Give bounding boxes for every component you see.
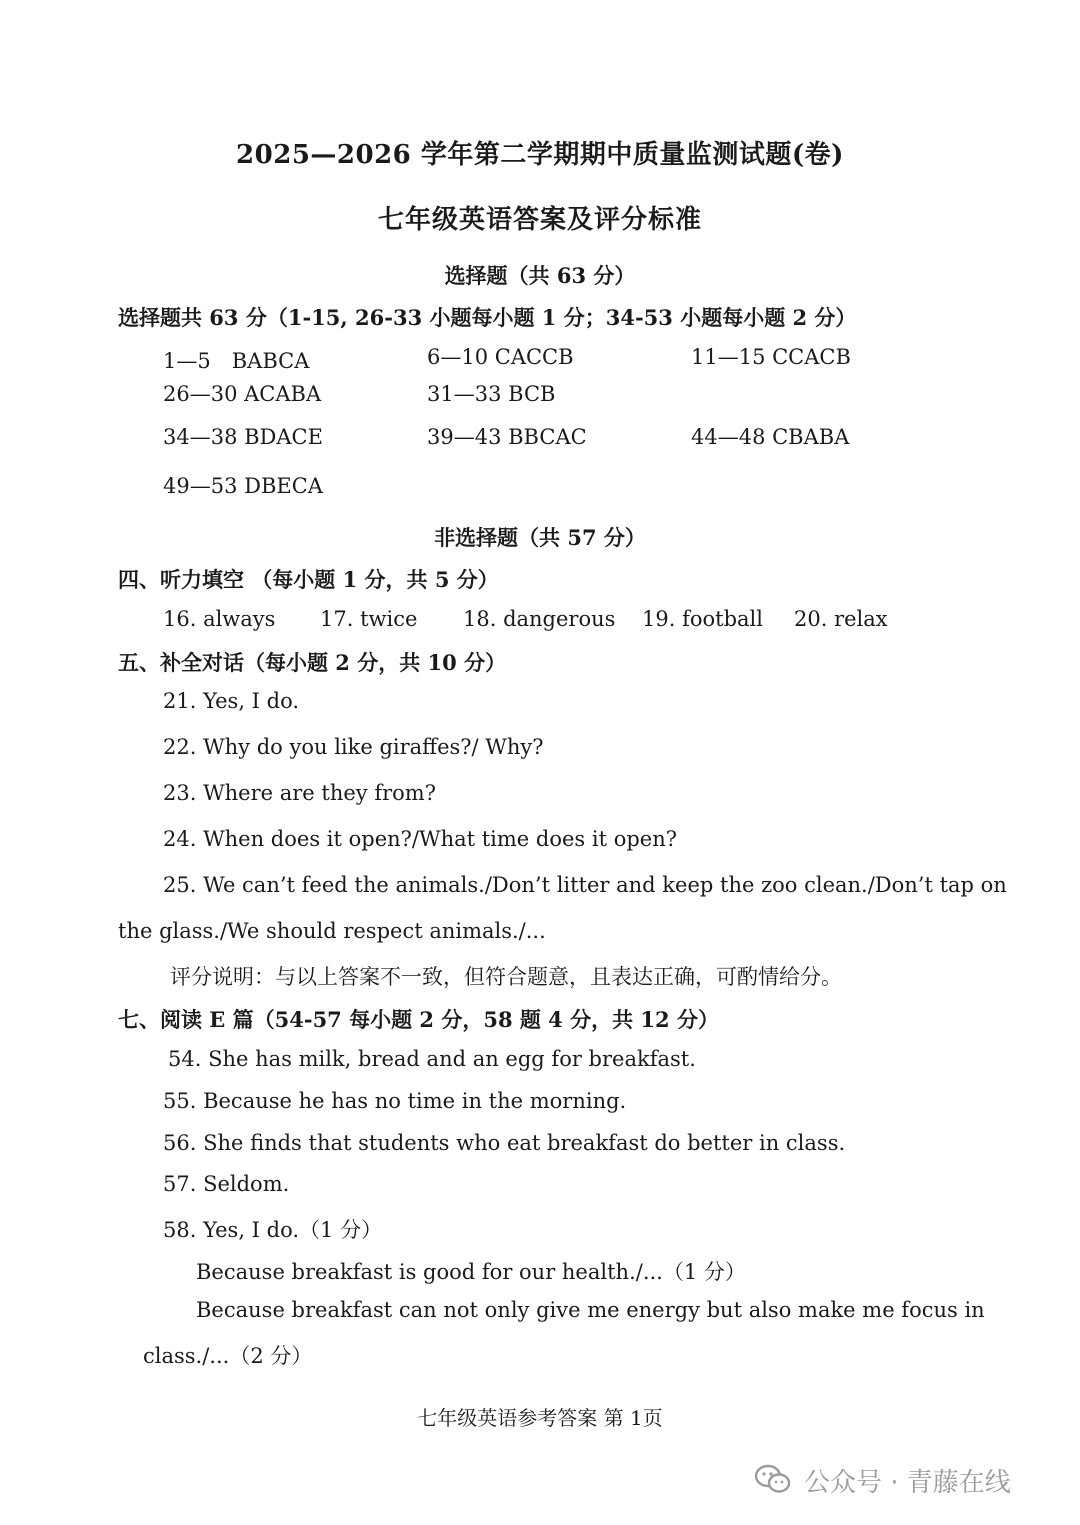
choice-section-heading: 选择题（共 63 分）: [444, 263, 636, 288]
page-footer: 七年级英语参考答案 第 1页: [417, 1406, 663, 1430]
listening-answer: 18. dangerous: [463, 607, 616, 631]
exam-title: 2025—2026 学年第二学期期中质量监测试题(卷): [236, 140, 844, 170]
reading-answer-continued: class./...（2 分）: [143, 1344, 313, 1368]
watermark-text: 公众号 · 青藤在线: [804, 1468, 1011, 1498]
part5-heading: 五、补全对话（每小题 2 分，共 10 分）: [118, 650, 507, 675]
listening-answer: 20. relax: [794, 607, 888, 631]
answer-group: 49—53 DBECA: [163, 474, 323, 498]
reading-answer: Because breakfast can not only give me energy but also make me focus in: [196, 1298, 985, 1322]
reading-answer: 58. Yes, I do.（1 分）: [163, 1218, 383, 1242]
reading-answer: 54. She has milk, bread and an egg for breakfast.: [168, 1047, 696, 1071]
answer-key-subtitle: 七年级英语答案及评分标准: [377, 205, 702, 235]
dialogue-answer: 24. When does it open?/What time does it open?: [163, 827, 677, 851]
listening-answer: 17. twice: [320, 607, 418, 631]
part4-heading: 四、听力填空 （每小题 1 分，共 5 分）: [118, 567, 499, 592]
answer-group: 44—48 CBABA: [691, 425, 850, 449]
dialogue-answer-continued: the glass./We should respect animals./...: [118, 919, 546, 943]
dialogue-answer: 22. Why do you like giraffes?/ Why?: [163, 735, 544, 759]
scoring-explanation: 评分说明：与以上答案不一致，但符合题意，且表达正确，可酌情给分。: [170, 965, 842, 989]
dialogue-answer: 23. Where are they from?: [163, 781, 436, 805]
reading-answer: 57. Seldom.: [163, 1172, 290, 1196]
reading-answer: Because breakfast is good for our health./...（1 分）: [196, 1260, 746, 1284]
answer-group: 6—10 CACCB: [427, 345, 574, 369]
answer-group: 31—33 BCB: [427, 382, 556, 406]
reading-answer: 55. Because he has no time in the morning.: [163, 1089, 627, 1113]
dialogue-answer: 21. Yes, I do.: [163, 689, 300, 713]
answer-group: 39—43 BBCAC: [427, 425, 587, 449]
answer-group: 11—15 CCACB: [691, 345, 851, 369]
answer-group: 26—30 ACABA: [163, 382, 322, 406]
answer-group: 1—5 BABCA: [163, 349, 310, 373]
listening-answer: 19. football: [642, 607, 763, 631]
choice-scoring-note: 选择题共 63 分（1-15, 26-33 小题每小题 1 分；34-53 小题每小题 2 分）: [118, 305, 857, 330]
dialogue-answer: 25. We can’t feed the animals./Don’t litter and keep the zoo clean./Don’t tap on: [163, 873, 1007, 897]
reading-answer: 56. She finds that students who eat breakfast do better in class.: [163, 1131, 846, 1155]
answer-group: 34—38 BDACE: [163, 425, 323, 449]
wechat-icon: [754, 1463, 792, 1495]
nonchoice-section-heading: 非选择题（共 57 分）: [434, 525, 646, 550]
part7-heading: 七、阅读 E 篇（54-57 每小题 2 分，58 题 4 分，共 12 分）: [118, 1007, 719, 1032]
listening-answer: 16. always: [163, 607, 276, 631]
